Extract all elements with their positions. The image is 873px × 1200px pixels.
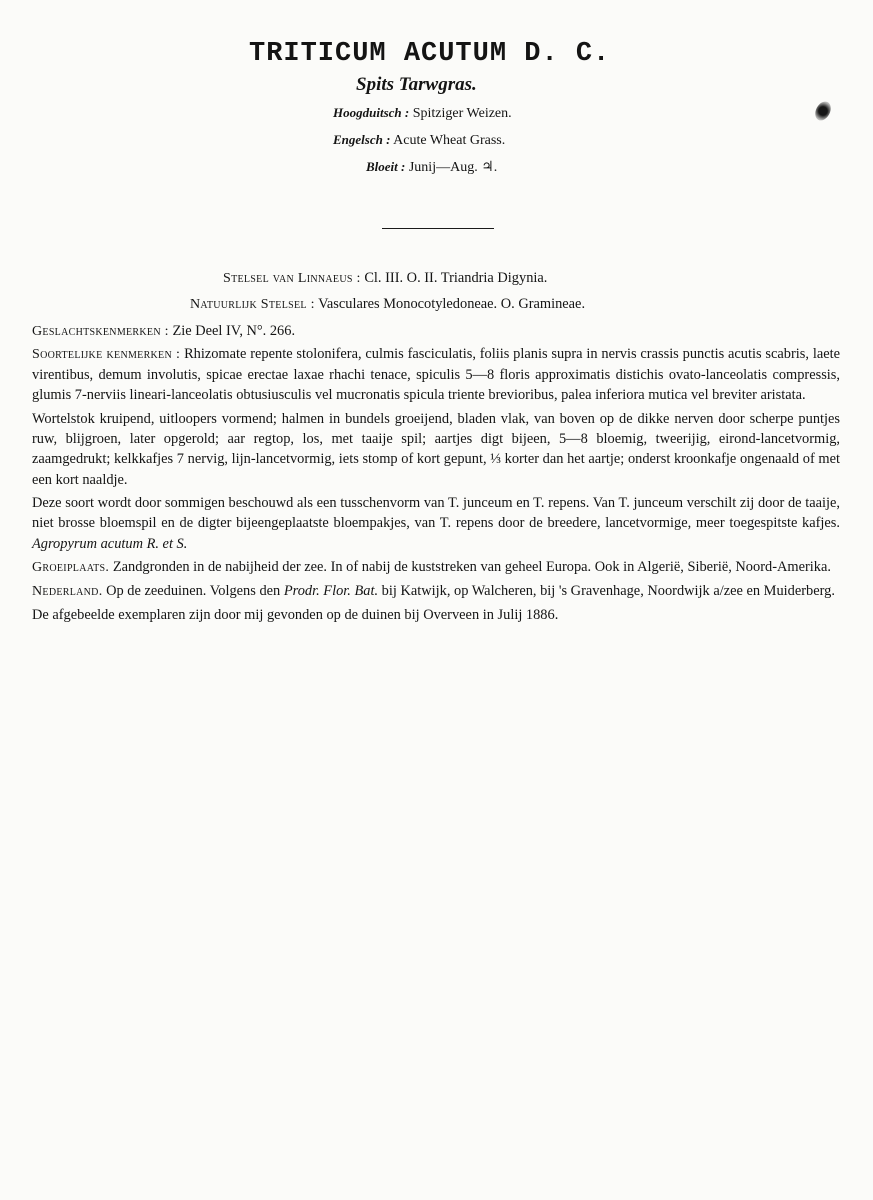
flowering-label: Bloeit :: [366, 159, 406, 174]
species-dutch-text: Wortelstok kruipend, uitloopers vormend; halmen in bundels groeijend, bladen vlak, van boven op de dikke nerven door scherpe puntjes ruw, blijgroen, later opgerold; aar regtop, los, met taaije spil; aartjes digt bijeen, 5—8 bloemig, tweerijig, eirond-lancetvormig, zaamgedrukt; kelkkafjes 7 nervig, lijn-lancetvormig, iets stomp of kort gepunt, ⅓ korter dan het aartje; onderst kroonkafje ongenaald of met een kort naaldje.: [32, 410, 840, 488]
habitat-label: Groeiplaats.: [32, 559, 110, 575]
dutch-common-name: Spits Tarwgras.: [356, 74, 477, 95]
linnaeus-value: Cl. III. O. II. Triandria Digynia.: [364, 270, 548, 286]
closing-paragraph: [32, 605, 840, 625]
genus-label: Geslachtskenmerken :: [32, 323, 169, 339]
habitat-paragraph: [32, 557, 840, 578]
linnaeus-system-line: [223, 268, 840, 289]
natural-label: Natuurlijk Stelsel :: [190, 297, 315, 313]
german-label: Hoogduitsch :: [333, 105, 410, 120]
closing-text: De afgebeelde exemplaren zijn door mij gevonden op de duinen bij Overveen in Julij 1886.: [32, 607, 559, 624]
english-label: Engelsch :: [333, 132, 391, 147]
linnaeus-label: Stelsel van Linnaeus :: [223, 271, 361, 286]
natural-system-line: [190, 294, 840, 315]
genus-characters-line: [32, 321, 840, 342]
species-label: Soortelijke kenmerken :: [32, 346, 181, 362]
species-latin-text: Rhizomate repente stolonifera, culmis fasciculatis, foliis planis supra in nervis crassis punctis acutis scabris, laete virentibus, demum involutis, spicae erectae laxae rhachi tenace, spiculis 5—8 floris approximatis distichis ovato-lanceolatis compressis, glumis 7-nerviis lineari-lanceolatis obtusiusculis vel mucronatis spicula triente brevioribus, palea inferiora mutica vel breviter aristata.: [32, 345, 840, 404]
netherlands-label: Nederland.: [32, 584, 103, 600]
flowering-value: Junij—Aug. ♃.: [408, 160, 498, 175]
note-text: Deze soort wordt door sommigen beschouwd als een tusschenvorm van T. junceum en T. repens. Van T. junceum verschilt zij door de taaije, niet brosse bloemspil en de digter bijeengeplaatste bloempakjes, van T. repens door de breedere, lancetvormige, meer toegespitste kafjes.: [32, 494, 840, 532]
species-title: TRITICUM ACUTUM D. C.: [249, 39, 611, 69]
species-characters-latin: [32, 344, 840, 406]
genus-value: Zie Deel IV, N°. 266.: [172, 322, 296, 339]
flora-reference: Prodr. Flor. Bat.: [283, 583, 379, 600]
english-value: Acute Wheat Grass.: [393, 133, 506, 148]
description-text: [32, 268, 840, 629]
section-divider: [382, 228, 494, 229]
netherlands-text-before: Op de zeeduinen. Volgens den: [106, 583, 281, 600]
natural-value: Vasculares Monocotyledoneae. O. Gramineae.: [318, 296, 586, 313]
german-value: Spitziger Weizen.: [412, 106, 512, 121]
netherlands-text-after: bij Katwijk, op Walcheren, bij 's Gravenhage, Noordwijk a/zee en Muiderberg.: [381, 583, 835, 600]
english-name-line: [333, 132, 505, 149]
habitat-text: Zandgronden in de nabijheid der zee. In of nabij de kuststreken van geheel Europa. Ook in Algerië, Siberië, Noord-Amerika.: [112, 558, 831, 575]
flowering-line: [366, 159, 497, 176]
species-characters-dutch: [32, 409, 840, 490]
taxonomy-note: [32, 493, 840, 554]
german-name-line: [333, 105, 512, 122]
ink-blot: [812, 99, 834, 123]
synonym: Agropyrum acutum R. et S.: [32, 535, 188, 552]
netherlands-paragraph: [32, 581, 840, 602]
